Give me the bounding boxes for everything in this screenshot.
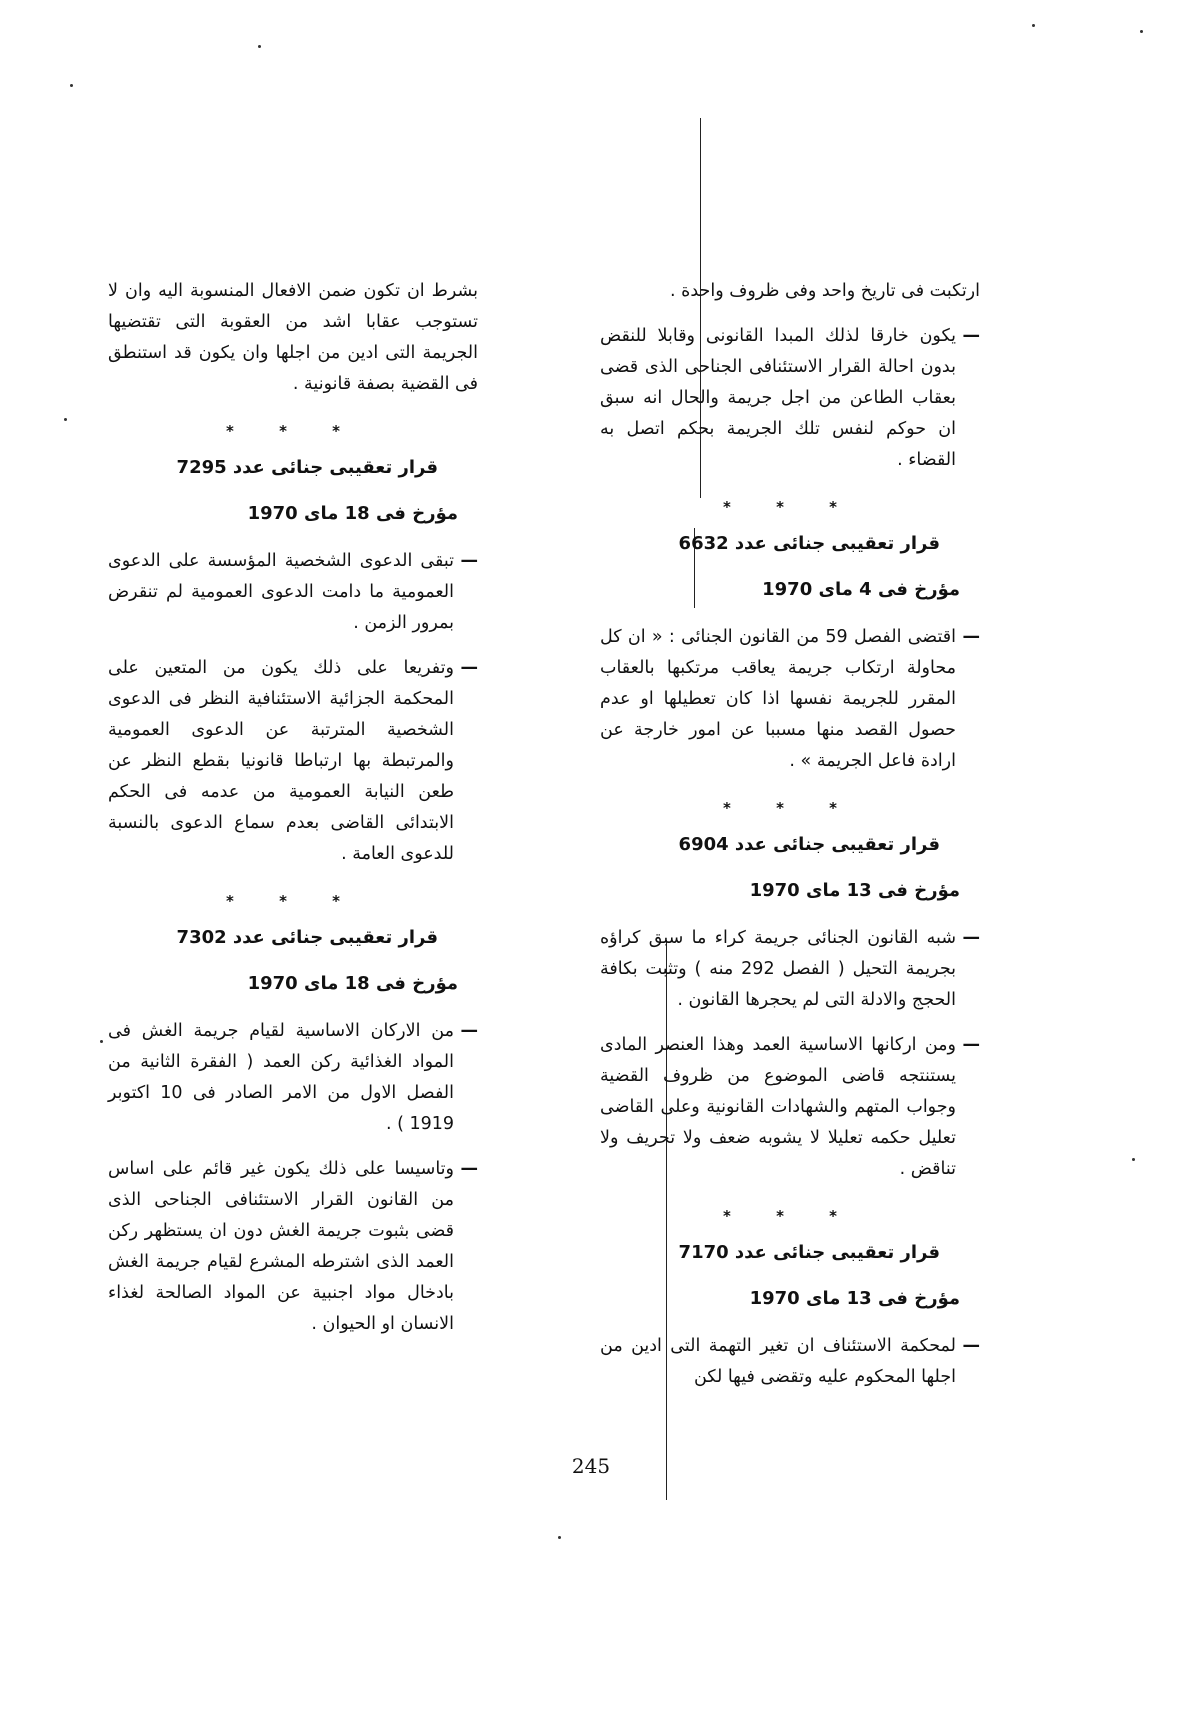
bullet-paragraph: — وتفريعا على ذلك يكون من المتعين على المحكمة الجزائية الاستئنافية النظر فى الدعوى الشخصية المترتبة عن الدعوى العمومية والمرتبطة بها ارتباطا قانونيا بقطع النظر عن طعن النيابة العمومية من عدمه فى الحكم الابتدائى القاضى بعدم سماع الدعوى بالنسبة للدعوى العامة . <box>108 653 478 870</box>
section-separator: * * * <box>723 498 857 516</box>
section-separator: * * * <box>226 892 360 910</box>
ruling-date: مؤرخ فى 18 ماى 1970 <box>247 973 458 994</box>
ruling-heading: قرار تعقيبى جنائى عدد 7295 <box>176 457 438 478</box>
bullet-paragraph: — لمحكمة الاستئناف ان تغير التهمة التى ادين من اجلها المحكوم عليه وتقضى فيها لكن <box>600 1331 980 1393</box>
ruling-heading: قرار تعقيبى جنائى عدد 7302 <box>176 927 438 948</box>
bullet-paragraph: — شبه القانون الجنائى جريمة كراء ما سبق كراؤه بجريمة التحيل ( الفصل 292 منه ) وتثبت بكافة الحجج والادلة التى لم يحجرها القانون . <box>600 923 980 1016</box>
ruling-date: مؤرخ فى 18 ماى 1970 <box>247 503 458 524</box>
speck <box>100 1040 103 1043</box>
speck <box>70 84 73 87</box>
section-separator: * * * <box>723 799 857 817</box>
speck <box>1132 1158 1135 1161</box>
speck <box>558 1536 561 1539</box>
left-column <box>108 276 478 1340</box>
paragraph: بشرط ان تكون ضمن الافعال المنسوبة اليه وان لا تستوجب عقابا اشد من العقوبة التى تقتضيها الجريمة التى ادين من اجلها وان يكون قد استنطق فى القضية بصفة قانونية . <box>108 281 478 394</box>
ruling-heading: قرار تعقيبى جنائى عدد 6904 <box>678 834 940 855</box>
section-separator: * * * <box>723 1207 857 1225</box>
ruling-date: مؤرخ فى 4 ماى 1970 <box>762 579 960 600</box>
bullet-paragraph: — ومن اركانها الاساسية العمد وهذا العنصر المادى يستنتجه قاضى الموضوع من ظروف القضية وجواب المتهم والشهادات القانونية وعلى القاضى تعليل حكمه تعليلا لا يشوبه ضعف ولا تحريف ولا تناقض . <box>600 1030 980 1185</box>
bullet-paragraph: — وتاسيسا على ذلك يكون غير قائم على اساس من القانون القرار الاستئنافى الجناحى الذى قضى بثبوت جريمة الغش دون ان يستظهر ركن العمد الذى اشترطه المشرع لقيام جريمة الغش بادخال مواد اجنبية عن المواد الصالحة لغذاء الانسان او الحيوان . <box>108 1154 478 1340</box>
ruling-date: مؤرخ فى 13 ماى 1970 <box>749 880 960 901</box>
ruling-heading: قرار تعقيبى جنائى عدد 6632 <box>678 533 940 554</box>
ruling-section <box>108 892 478 1340</box>
right-column <box>600 276 980 1393</box>
speck <box>1032 24 1035 27</box>
ruling-section <box>108 422 478 870</box>
bullet-paragraph: — من الاركان الاساسية لقيام جريمة الغش فى المواد الغذائية ركن العمد ( الفقرة الثانية من الفصل الاول من الامر الصادر فى 10 اكتوبر 1919 ) . <box>108 1016 478 1140</box>
ruling-date: مؤرخ فى 13 ماى 1970 <box>749 1288 960 1309</box>
bullet-paragraph: — تبقى الدعوى الشخصية المؤسسة على الدعوى العمومية ما دامت الدعوى العمومية لم تنقرض بمرور الزمن . <box>108 546 478 639</box>
ruling-heading: قرار تعقيبى جنائى عدد 7170 <box>678 1242 940 1263</box>
page-number: 245 <box>571 1454 611 1478</box>
speck <box>1140 30 1143 33</box>
bullet-paragraph: — يكون خارقا لذلك المبدا القانونى وقابلا للنقض بدون احالة القرار الاستئنافى الجناحى الذى قضى بعقاب الطاعن من اجل جريمة والحال انه سبق ان حوكم لنفس تلك الجريمة بحكم اتصل به القضاء . <box>600 321 980 476</box>
bullet-paragraph: — اقتضى الفصل 59 من القانون الجنائى : « ان كل محاولة ارتكاب جريمة يعاقب مرتكبها بالعقاب المقرر للجريمة نفسها اذا كان تعطيلها او عدم حصول القصد منها مسببا عن امور خارجة عن ارادة فاعل الجريمة » . <box>600 622 980 777</box>
speck <box>258 45 261 48</box>
speck <box>64 418 67 421</box>
paragraph: ارتكبت فى تاريخ واحد وفى ظروف واحدة . <box>670 281 980 301</box>
ruling-section <box>600 498 980 777</box>
ruling-section <box>600 799 980 1185</box>
ruling-section <box>600 1207 980 1393</box>
section-separator: * * * <box>226 422 360 440</box>
